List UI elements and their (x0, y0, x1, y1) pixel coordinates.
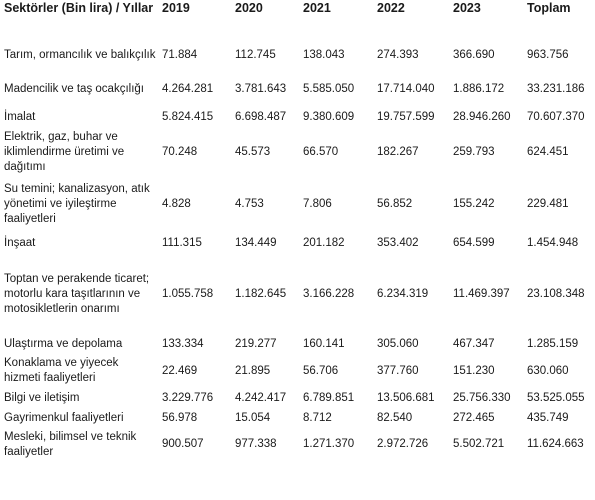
row-label: İmalat (4, 110, 36, 123)
cell-2019: 4.828 (162, 197, 191, 210)
cell-2022: 274.393 (377, 48, 419, 61)
cell-2023: 11.469.397 (453, 287, 510, 300)
table-row (4, 106, 595, 128)
cell-2020: 21.895 (235, 364, 271, 377)
cell-2022: 56.852 (377, 197, 413, 210)
cell-2019: 70.248 (162, 145, 198, 158)
cell-2023: 25.756.330 (453, 391, 511, 404)
cell-2021: 3.166.228 (303, 287, 355, 300)
cell-2022: 6.234.319 (377, 287, 429, 300)
cell-2019: 56.978 (162, 411, 198, 424)
cell-2023: 1.886.172 (453, 82, 505, 95)
row-label: Madencilik ve taş ocakçılığı (4, 82, 144, 95)
cell-2020: 1.182.645 (235, 287, 287, 300)
header-2022: 2022 (377, 1, 405, 15)
cell-2023: 5.502.721 (453, 438, 505, 450)
header-2023: 2023 (453, 1, 481, 15)
cell-2021: 7.806 (303, 197, 332, 210)
table-row (4, 176, 595, 232)
cell-total: 23.108.348 (527, 287, 585, 300)
row-label: Mesleki, bilimsel ve teknik faaliyetler (4, 430, 137, 458)
cell-total: 229.481 (527, 197, 569, 210)
cell-total: 1.285.159 (527, 337, 579, 350)
row-label: Bilgi ve iletişim (4, 391, 80, 404)
cell-total: 33.231.186 (527, 82, 585, 95)
cell-2020: 6.698.487 (235, 110, 287, 123)
table-row (4, 128, 595, 176)
cell-2023: 28.946.260 (453, 110, 511, 123)
sector-table (4, 0, 595, 461)
cell-2020: 3.781.643 (235, 82, 287, 95)
cell-2022: 377.760 (377, 364, 419, 377)
cell-2019: 3.229.776 (162, 391, 214, 404)
cell-2023: 366.690 (453, 48, 495, 61)
cell-2020: 112.745 (235, 48, 276, 61)
cell-total: 53.525.055 (527, 391, 585, 404)
row-label: Elektrik, gaz, buhar ve iklimlendirme üretimi ve dağıtımı (4, 130, 125, 173)
header-sector: Sektörler (Bin lira) / Yıllar (4, 1, 154, 15)
cell-2022: 2.972.726 (377, 438, 429, 450)
cell-2020: 134.449 (235, 236, 277, 249)
cell-2019: 5.824.415 (162, 110, 214, 123)
cell-total: 435.749 (527, 411, 569, 424)
cell-2019: 4.264.281 (162, 82, 214, 95)
table-row (4, 408, 595, 428)
row-label: Su temini; kanalizasyon, atık yönetimi ve iyileştirme faaliyetleri (4, 182, 150, 225)
cell-2021: 160.141 (303, 337, 345, 350)
table-row (4, 232, 595, 254)
cell-2022: 353.402 (377, 236, 419, 249)
cell-2019: 133.334 (162, 337, 204, 350)
row-label: İnşaat (4, 236, 36, 249)
cell-2021: 66.570 (303, 145, 339, 158)
cell-2020: 45.573 (235, 145, 271, 158)
cell-2022: 13.506.681 (377, 391, 435, 404)
cell-2021: 1.271.370 (303, 438, 355, 450)
cell-total: 630.060 (527, 364, 569, 377)
table-row (4, 254, 595, 334)
table-header-row (4, 0, 595, 38)
cell-2023: 467.347 (453, 337, 495, 350)
cell-2021: 9.380.609 (303, 110, 355, 123)
cell-2023: 272.465 (453, 411, 495, 424)
cell-2023: 654.599 (453, 236, 495, 249)
cell-2021: 201.182 (303, 236, 345, 249)
header-total: Toplam (527, 1, 571, 15)
cell-2021: 6.789.851 (303, 391, 355, 404)
row-label: Tarım, ormancılık ve balıkçılık (4, 48, 156, 61)
cell-2021: 138.043 (303, 48, 345, 61)
header-2020: 2020 (235, 1, 263, 15)
cell-2023: 155.242 (453, 197, 495, 210)
cell-total: 70.607.370 (527, 110, 585, 123)
cell-total: 1.454.948 (527, 236, 579, 249)
table-row (4, 388, 595, 408)
row-label: Gayrimenkul faaliyetleri (4, 411, 124, 424)
cell-total: 963.756 (527, 48, 569, 61)
cell-2021: 56.706 (303, 364, 339, 377)
cell-2019: 22.469 (162, 364, 198, 377)
cell-2020: 4.753 (235, 197, 264, 210)
cell-2023: 151.230 (453, 364, 495, 377)
cell-2022: 305.060 (377, 337, 419, 350)
table-row (4, 38, 595, 72)
table-row (4, 428, 595, 461)
cell-2022: 82.540 (377, 411, 413, 424)
cell-2020: 4.242.417 (235, 391, 287, 404)
cell-total: 11.624.663 (527, 438, 584, 450)
cell-2019: 900.507 (162, 438, 204, 450)
row-label: Ulaştırma ve depolama (4, 337, 123, 350)
cell-2019: 111.315 (162, 236, 202, 249)
table-row (4, 334, 595, 354)
cell-2022: 17.714.040 (377, 82, 435, 95)
header-2019: 2019 (162, 1, 190, 15)
row-label: Toptan ve perakende ticaret; motorlu kara taşıtlarının ve motosikletlerin onarımı (4, 272, 150, 315)
header-2021: 2021 (303, 1, 331, 15)
cell-2021: 8.712 (303, 411, 332, 424)
cell-2019: 71.884 (162, 48, 198, 61)
table-row (4, 72, 595, 106)
cell-2023: 259.793 (453, 145, 495, 158)
cell-2020: 15.054 (235, 411, 271, 424)
cell-2021: 5.585.050 (303, 82, 355, 95)
cell-2020: 977.338 (235, 438, 277, 450)
cell-total: 624.451 (527, 145, 569, 158)
cell-2022: 19.757.599 (377, 110, 435, 123)
row-label: Konaklama ve yiyecek hizmeti faaliyetleri (4, 357, 119, 384)
cell-2019: 1.055.758 (162, 287, 214, 300)
cell-2020: 219.277 (235, 337, 277, 350)
cell-2022: 182.267 (377, 145, 419, 158)
table-row (4, 354, 595, 388)
